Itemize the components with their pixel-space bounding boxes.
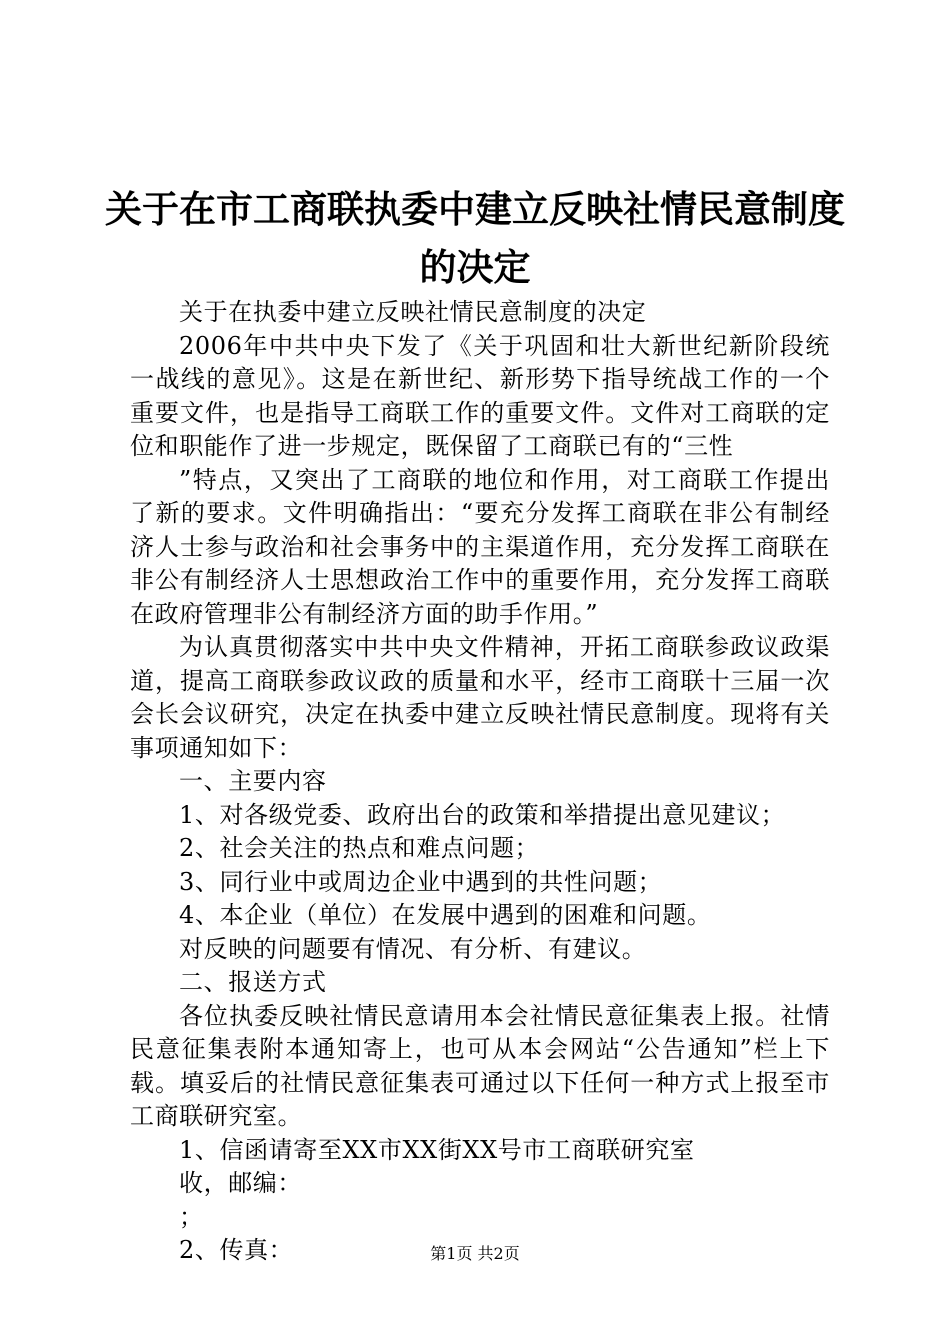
method-mail: 1、信函请寄至XX市XX街XX号市工商联研究室 [179,1135,695,1164]
page-indicator: 第1页 共2页 [430,1244,520,1263]
list-item: 4、本企业（单位）在发展中遇到的困难和问题。 [179,901,712,929]
section-heading-main-content: 一、主要内容 [179,767,327,795]
paragraph-submission: 各位执委反映社情民意请用本会社情民意征集表上报。社情民意征集表附本通知寄上，也可从本会网站“公告通知”栏上下载。填妥后的社情民意征集表可通过以下任何一种方式上报至市工商联研究室。 [130,1001,830,1130]
list-item: 3、同行业中或周边企业中遇到的共性问题； [179,867,663,896]
paragraph-background: 2006年中共中央下发了《关于巩固和壮大新世纪新阶段统一战线的意见》。这是在新世纪、新形势下指导统战工作的一个重要文件，也是指导工商联工作的重要文件。文件对工商联的定位和职能作了进一步规定，既保留了工商联已有的“三性 [130,331,830,460]
document-title-line-2: 的决定 [419,245,531,289]
method-mail-end: ； [179,1202,204,1231]
section-heading-submission-method: 二、报送方式 [179,968,327,996]
document-subtitle: 关于在执委中建立反映社情民意制度的决定 [179,298,647,326]
paragraph-document-requirements: ”特点，又突出了工商联的地位和作用，对工商联工作提出了新的要求。文件明确指出：“要充分发挥工商联在非公有制经济人士参与政治和社会事务中的主渠道作用，充分发挥工商联在非公有制经济人士思想政治工作中的重要作用，充分发挥工商联在政府管理非公有制经济方面的助手作用。” [130,465,830,628]
list-item: 2、社会关注的热点和难点问题； [179,834,540,862]
paragraph-decision: 为认真贯彻落实中共中央文件精神，开拓工商联参政议政渠道，提高工商联参政议政的质量和水平，经市工商联十三届一次会长会议研究，决定在执委中建立反映社情民意制度。现将有关事项通知如下： [130,633,830,762]
section-note: 对反映的问题要有情况、有分析、有建议。 [179,934,647,963]
method-mail-postcode: 收，邮编： [179,1169,302,1197]
document-body [130,296,830,1268]
document-title-line-1: 关于在市工商联执委中建立反映社情民意制度 [105,187,845,231]
list-item: 1、对各级党委、政府出台的政策和举措提出意见建议； [179,800,786,829]
method-fax: 2、传真： [179,1236,294,1264]
